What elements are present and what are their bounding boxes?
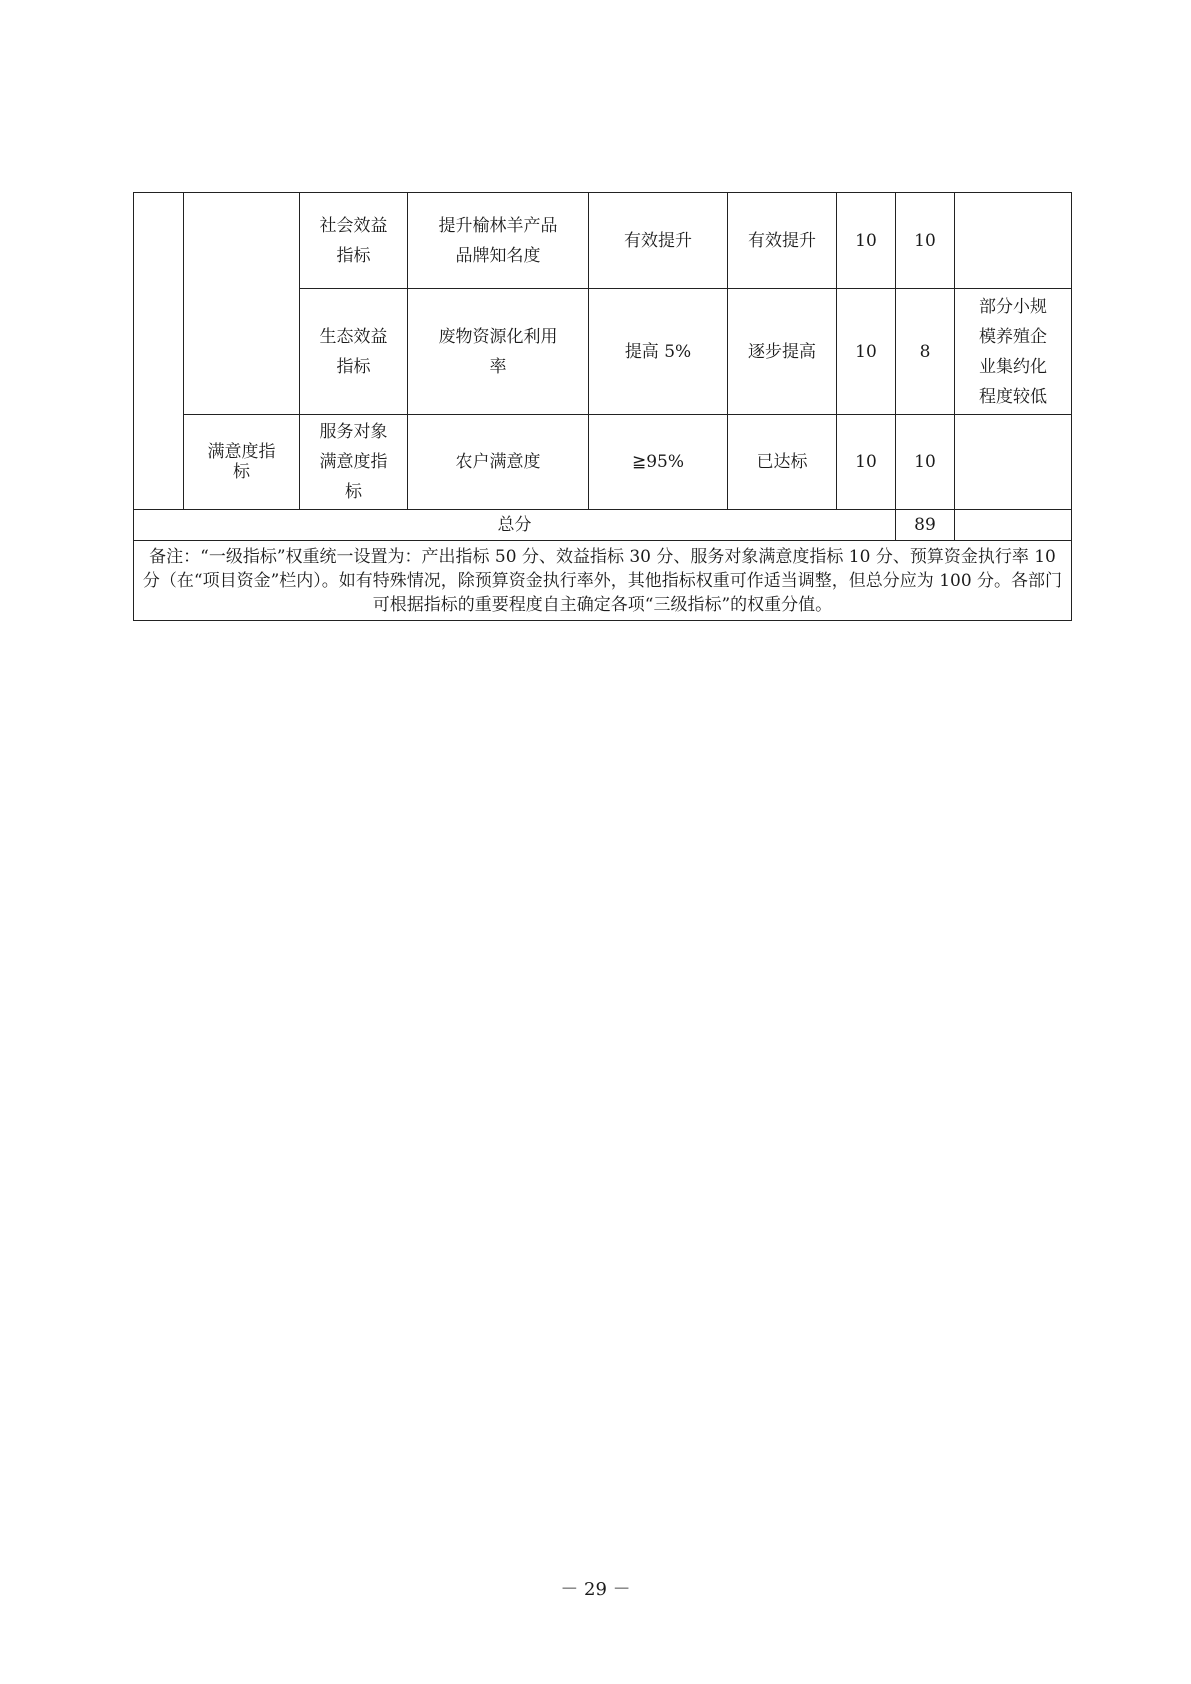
social-benefit-indicator-label: 社会效益 指标	[300, 193, 408, 289]
social-benefit-target: 有效提升	[589, 193, 728, 289]
table-row-total	[134, 510, 1072, 541]
satisfaction-target: ≧95%	[589, 415, 728, 510]
social-benefit-weight: 10	[837, 193, 896, 289]
total-label: 总分	[134, 510, 896, 541]
social-benefit-actual: 有效提升	[728, 193, 837, 289]
table-row-note	[134, 541, 1072, 621]
ecological-benefit-target: 提高 5%	[589, 289, 728, 415]
social-benefit-score: 10	[896, 193, 955, 289]
total-remark-empty	[955, 510, 1072, 541]
table-row-social-benefit	[134, 193, 1072, 289]
primary-indicator-cell-empty	[134, 193, 184, 510]
satisfaction-weight: 10	[837, 415, 896, 510]
ecological-benefit-weight: 10	[837, 289, 896, 415]
page-number: － 29 －	[560, 1579, 631, 1600]
ecological-benefit-remark: 部分小规 模养殖企 业集约化 程度较低	[955, 289, 1072, 415]
ecological-benefit-actual: 逐步提高	[728, 289, 837, 415]
table-row-satisfaction	[134, 415, 1072, 510]
secondary-indicator-cell-empty	[184, 193, 300, 415]
ecological-benefit-tertiary-indicator: 废物资源化利用 率	[408, 289, 589, 415]
social-benefit-remark	[955, 193, 1072, 289]
satisfaction-primary-indicator: 满意度指 标	[184, 415, 300, 510]
satisfaction-actual: 已达标	[728, 415, 837, 510]
ecological-benefit-score: 8	[896, 289, 955, 415]
table-note: 备注：“一级指标”权重统一设置为：产出指标 50 分、效益指标 30 分、服务对象满意度指标 10 分、预算资金执行率 10 分（在“项目资金”栏内）。如有特殊情况，除预算资金执行率外，其他指标权重可作适当调整，但总分应为 100 分。各部门可根据指标的重要程度自主确定各项“三级指标”的权重分值。	[134, 541, 1072, 621]
ecological-benefit-indicator-label: 生态效益 指标	[300, 289, 408, 415]
social-benefit-tertiary-indicator: 提升榆林羊产品 品牌知名度	[408, 193, 589, 289]
performance-indicator-table	[133, 192, 1072, 621]
total-score: 89	[896, 510, 955, 541]
satisfaction-remark	[955, 415, 1072, 510]
satisfaction-tertiary-indicator: 农户满意度	[408, 415, 589, 510]
satisfaction-score: 10	[896, 415, 955, 510]
satisfaction-secondary-indicator: 服务对象 满意度指 标	[300, 415, 408, 510]
